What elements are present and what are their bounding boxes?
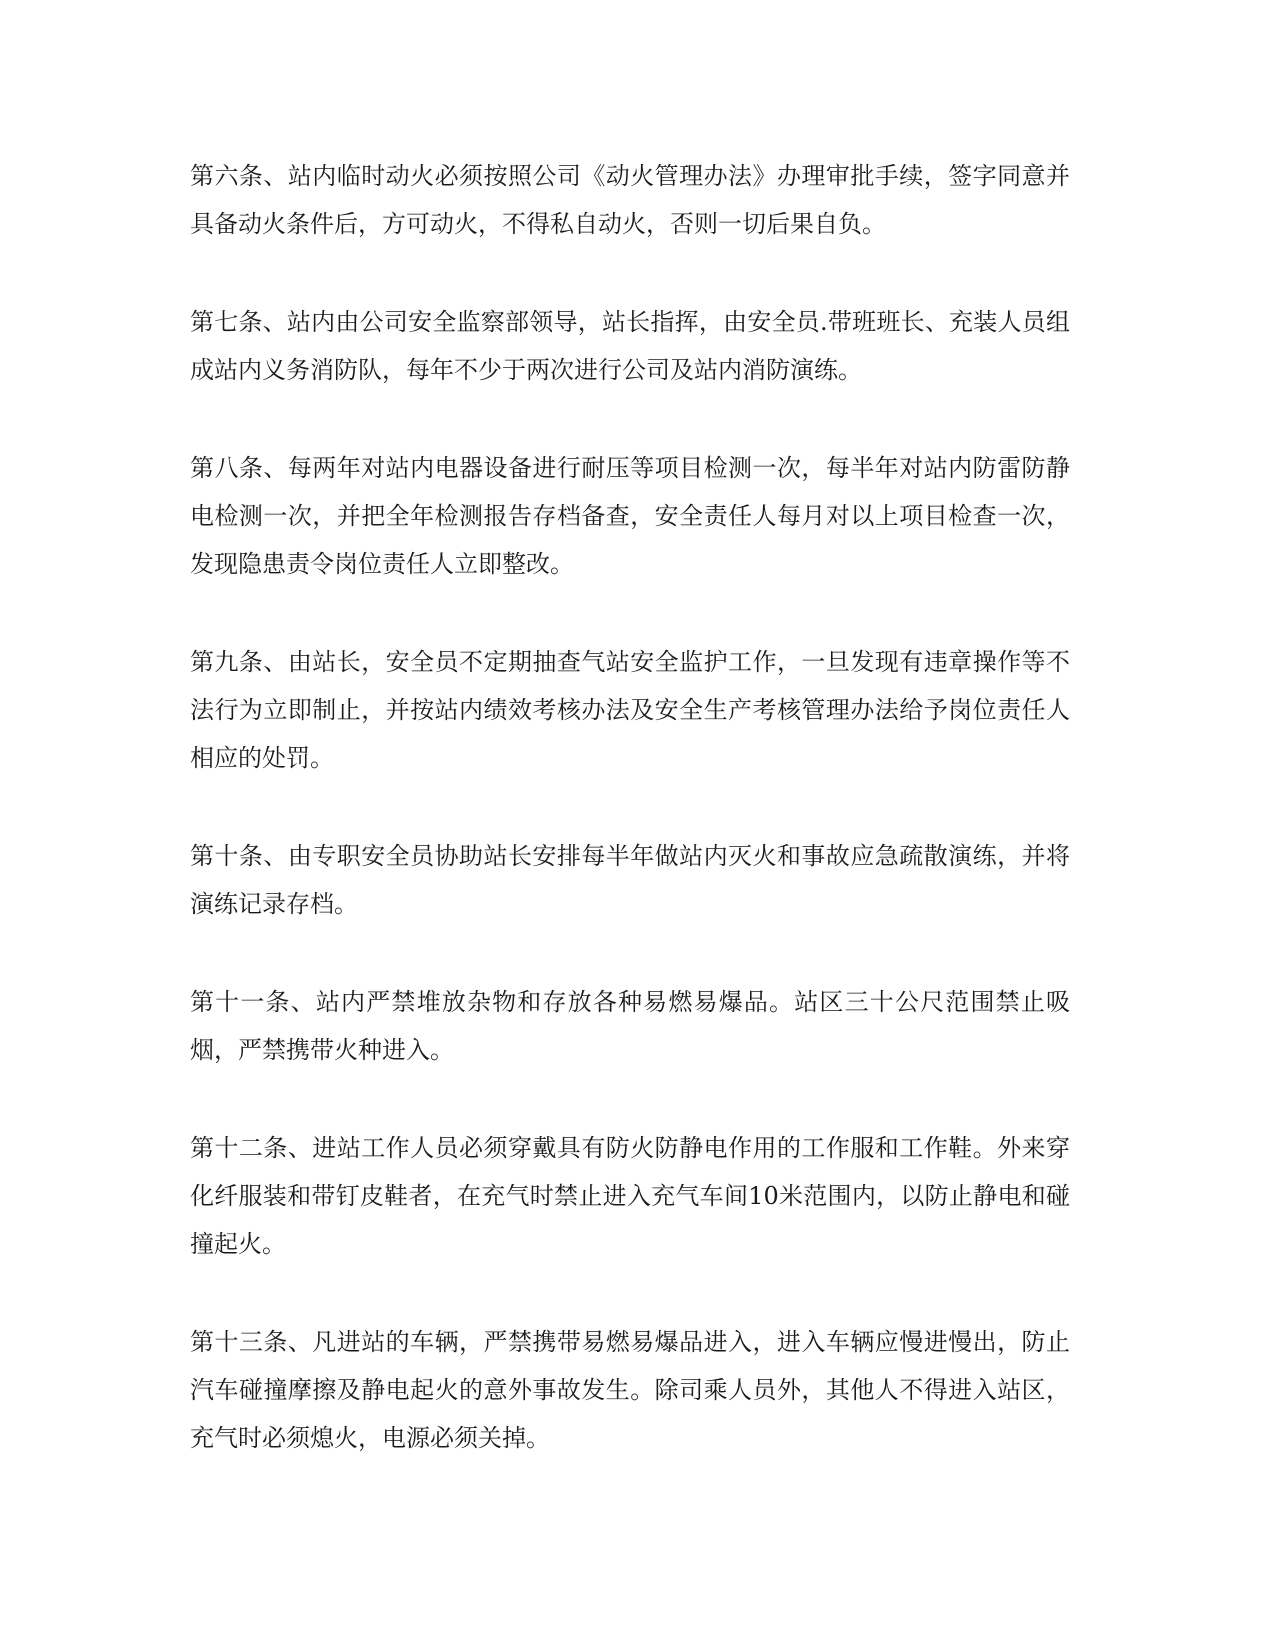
article-10: 第十条、由专职安全员协助站长安排每半年做站内灭火和事故应急疏散演练，并将演练记录存档。: [190, 842, 1070, 918]
article-11: 第十一条、站内严禁堆放杂物和存放各种易燃易爆品。站区三十公尺范围禁止吸烟，严禁携带火种进入。: [190, 988, 1070, 1064]
article-6: 第六条、站内临时动火必须按照公司《动火管理办法》办理审批手续，签字同意并具备动火条件后，方可动火，不得私自动火，否则一切后果自负。: [190, 162, 1070, 238]
document-body: [190, 152, 1070, 1512]
article-12: 第十二条、进站工作人员必须穿戴具有防火防静电作用的工作服和工作鞋。外来穿化纤服装和带钉皮鞋者，在充气时禁止进入充气车间10米范围内，以防止静电和碰撞起火。: [190, 1134, 1070, 1258]
article-13: 第十三条、凡进站的车辆，严禁携带易燃易爆品进入，进入车辆应慢进慢出，防止汽车碰撞摩擦及静电起火的意外事故发生。除司乘人员外，其他人不得进入站区，充气时必须熄火，电源必须关掉。: [190, 1328, 1070, 1452]
article-8: 第八条、每两年对站内电器设备进行耐压等项目检测一次，每半年对站内防雷防静电检测一次，并把全年检测报告存档备查，安全责任人每月对以上项目检查一次，发现隐患责令岗位责任人立即整改。: [190, 454, 1070, 578]
article-7: 第七条、站内由公司安全监察部领导，站长指挥，由安全员.带班班长、充装人员组成站内义务消防队，每年不少于两次进行公司及站内消防演练。: [190, 308, 1070, 384]
article-9: 第九条、由站长，安全员不定期抽查气站安全监护工作，一旦发现有违章操作等不法行为立即制止，并按站内绩效考核办法及安全生产考核管理办法给予岗位责任人相应的处罚。: [190, 648, 1070, 772]
